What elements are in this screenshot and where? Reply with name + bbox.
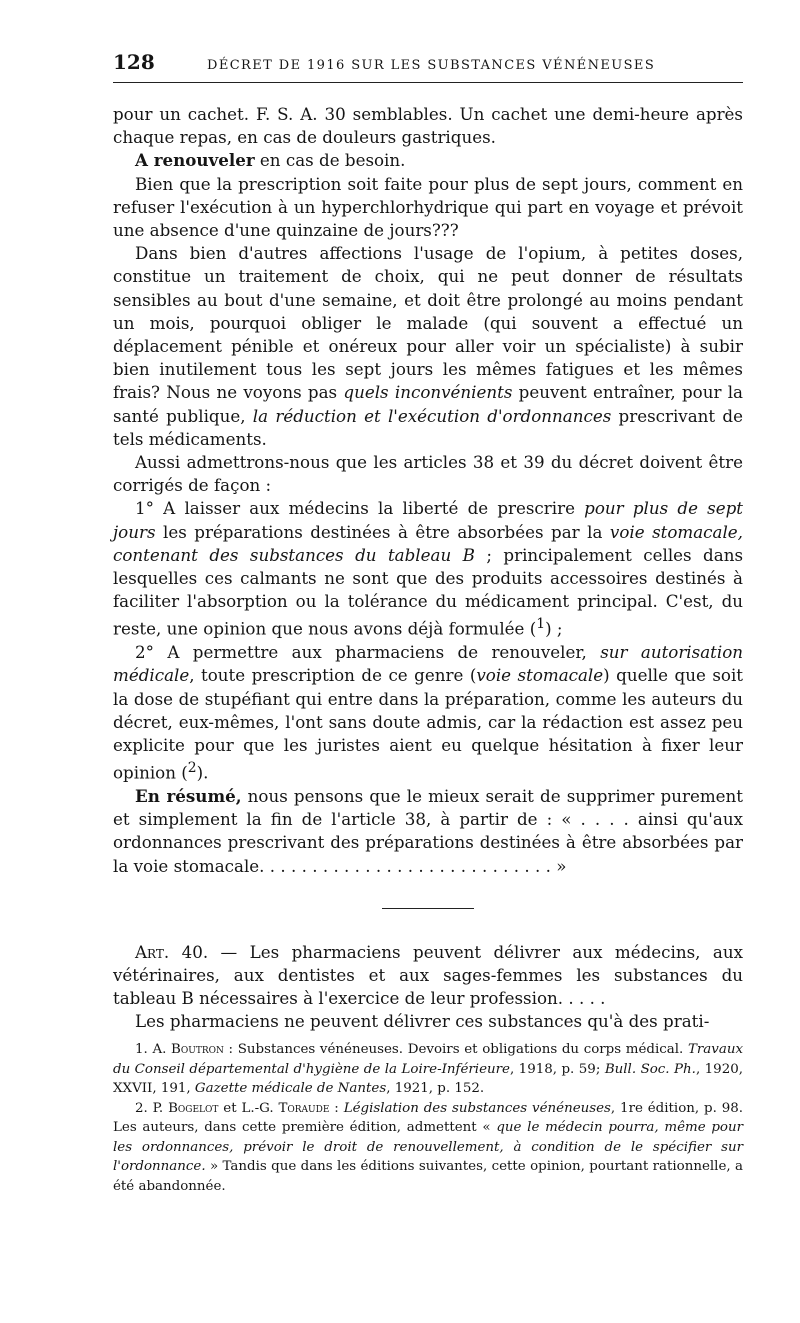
paragraph-articles: Aussi admettrons-nous que les articles 38 et 39 du décret doivent être corrigés de façon : — [113, 452, 743, 496]
paragraph-point-2: 2° A permettre aux pharmaciens de renouveler, sur autorisation médicale, toute prescription de ce genre (voie stomacale) quelle que soit la dose de stupéfiant qui entre dans la préparation, comme les auteurs du décret, eux-mêmes, l'ont sans doute admis, car la rédaction est assez peu explicite pour que les juristes aient eu quelque hésitation à fixer leur opinion ($^2$). — [113, 642, 743, 783]
footnote-2: 2. P. Bogelot et L.-G. Toraude : Législation des substances vénéneuses, 1re édition, p. 98. Les auteurs, dans cette première édition, admettent « que le médecin pourra, même pour les ordonnances, prévoir le droit de renouvellement, à condition de le spécifier sur l'ordonnance. » Tandis que dans les éditions suivantes, cette opinion, pourtant rationnelle, a été abandonnée. — [113, 1100, 744, 1194]
footnote-ref-1: 1 — [536, 616, 546, 633]
footnote-ref-2: 2 — [187, 760, 197, 777]
paragraph-question: Bien que la prescription soit faite pour plus de sept jours, comment en refuser l'exécution à un hyperchlorhydrique qui part en voyage et prévoit une absence d'une quinzaine de jours??? — [113, 173, 743, 241]
paragraph-resume: En résumé, nous pensons que le mieux serait de supprimer purement et simplement la fin de l'article 38, à partir de : « . . . . ainsi qu'aux ordonnances prescrivant des préparations destinées à être absorbées par la voie stomacale. . . . . . . . . . . . . . . . . . . . . . . . . . . . » — [113, 786, 743, 876]
running-title: DÉCRET DE 1916 SUR LES SUBSTANCES VÉNÉNEUSES — [207, 58, 656, 73]
paragraph-point-1: 1° A laisser aux médecins la liberté de prescrire pour plus de sept jours les préparations destinées à être absorbées par la voie stomacale, contenant des substances du tableau B ; principalement celles dans lesquelles ces calmants ne sont que des produits accessoires destinés à faciliter l'absorption ou la tolérance du médicament principal. C'est, du reste, une opinion que nous avons déjà formulée ($^1$) ; — [113, 498, 744, 640]
page-number: 128 — [113, 50, 155, 74]
paragraph-renouveler: A renouveler en cas de besoin. — [135, 150, 406, 171]
paragraph-continuation: Les pharmaciens ne peuvent délivrer ces substances qu'à des prati- — [135, 1011, 710, 1032]
article-label: Art. 40. — [135, 941, 209, 962]
body-text — [113, 103, 743, 1034]
section-divider — [382, 908, 474, 909]
paragraph-article-40: Art. 40. — Les pharmaciens peuvent délivrer aux médecins, aux vétérinaires, aux dentistes et aux sages-femmes les substances du tableau B nécessaires à l'exercice de leur profession. . . . . — [113, 941, 743, 1009]
paragraph-prescription: pour un cachet. F. S. A. 30 semblables. Un cachet une demi-heure après chaque repas, en cas de douleurs gastriques. — [113, 104, 743, 148]
paragraph-opium: Dans bien d'autres affections l'usage de l'opium, à petites doses, constitue un traitement de choix, qui ne peut donner de résultats sensibles au bout d'une semaine, et doit être prolongé au moins pendant un mois, pourquoi obliger le malade (qui souvent a effectué un déplacement pénible et onéreux pour aller voir un spécialiste) à subir bien inutilement tous les sept jours les mêmes fatigues et les mêmes frais? Nous ne voyons pas quels inconvénients peuvent entraîner, pour la santé publique, la réduction et l'exécution d'ordonnances prescrivant de tels médicaments. — [113, 243, 743, 449]
page-header — [113, 50, 743, 83]
footnote-1: 1. A. Boutron : Substances vénéneuses. Devoirs et obligations du corps médical. Travaux du Conseil départemental d'hygiène de la Loire-Inférieure, 1918, p. 59; Bull. Soc. Ph., 1920, XXVII, 191, Gazette médicale de Nantes, 1921, p. 152. — [113, 1042, 744, 1096]
footnotes — [113, 1040, 743, 1196]
